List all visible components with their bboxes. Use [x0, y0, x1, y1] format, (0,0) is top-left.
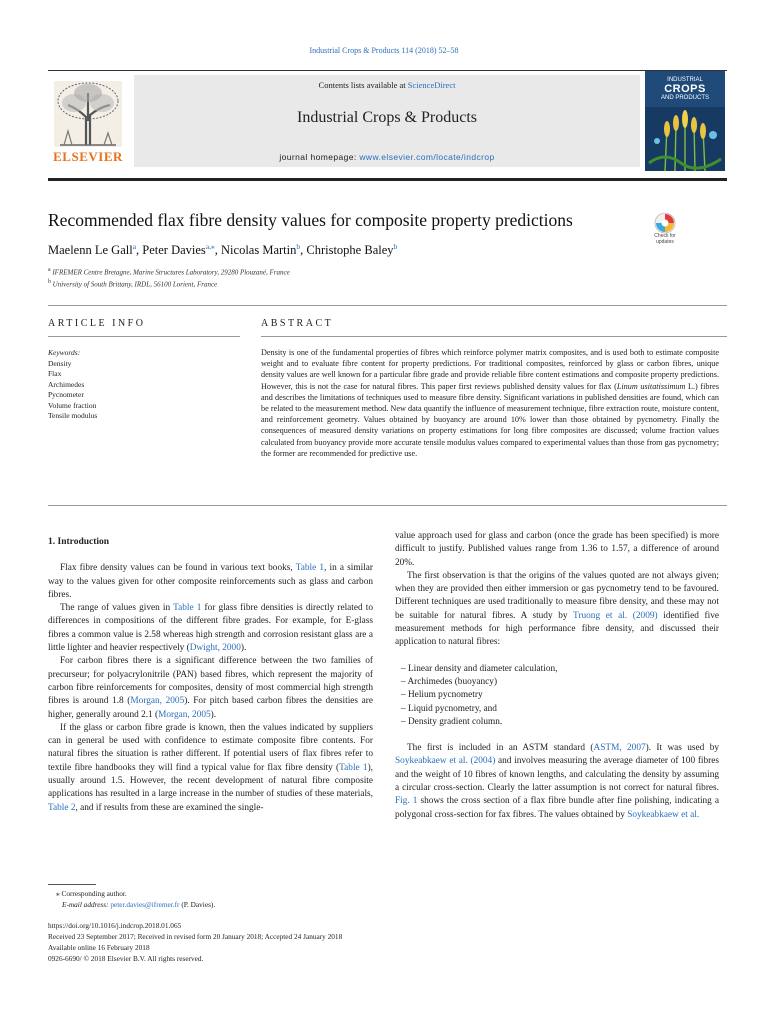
abstract-part-1: Density is one of the fundamental properties of fibres which reinforce polymer matrix composites, and is used both to estimate composite weight and to evaluate fibre content for property predictions. For traditional composites, reinforced by glass or carbon fibres, unique density values are well known for a particular fibre grade and provide reliable fibre content estimations and composite property predictions. However, this is not the case for natural fibres. This paper first reviews published density values for flax (: [261, 348, 719, 391]
author-affiliation-marker[interactable]: b: [393, 242, 398, 251]
author-affiliation-marker[interactable]: a: [132, 242, 137, 251]
author-affiliation-marker[interactable]: a,⁎: [205, 242, 215, 251]
paragraph-text: identified five measurement methods for high performance fibre density, and discussed their application to natural fibres:: [395, 610, 719, 648]
paragraph-text: The first observation is that the origins of the values quoted are not always given; when they are provided then either immersion or gas pycnometry tend to be favoured. Different techniques are used traditionally to measure fibre density, and these may not be suitable for natural fibres. A study by: [395, 570, 719, 621]
paragraph-text: ). For pitch based carbon fibres the densities are higher, generally around 2.1 (: [48, 696, 374, 720]
citation-link[interactable]: Table 1: [173, 603, 202, 614]
list-item: – Density gradient column.: [401, 716, 503, 727]
keyword-item: Flax: [48, 369, 62, 378]
journal-cover-thumbnail[interactable]: [645, 71, 725, 171]
abstract-text: [261, 347, 719, 459]
author-name: Christophe Baley: [306, 243, 394, 258]
citation-link[interactable]: Truong et al. (2009): [573, 610, 658, 621]
paragraph-text: Flax fibre density values can be found in various text books,: [60, 563, 296, 574]
citation-link[interactable]: Table 1: [339, 762, 368, 773]
keyword-item: Density: [48, 358, 72, 368]
citation-link[interactable]: ASTM, 2007: [593, 743, 646, 754]
paragraph-text: for glass fibre densities is directly related to differences in compositions of the different fibre grades. For example, for E-glass fibres a common value is 2.58 whereas high strength and corrosion resistant glass are a little lighter and heavier respectively (: [48, 603, 373, 654]
info-top-rule: [48, 305, 727, 306]
author-name: Nicolas Martin: [221, 243, 297, 258]
journal-masthead: [48, 71, 727, 171]
affiliation-b: [48, 279, 217, 288]
article-info-heading: ARTICLE INFO: [48, 318, 146, 329]
paragraph-text: ). It was used by: [645, 743, 719, 754]
footnote-rule: [48, 884, 96, 885]
right-column: [395, 530, 719, 822]
paragraph-text: The range of values given in: [60, 603, 174, 614]
crossmark-icon: [647, 212, 683, 234]
paragraph-text: , in a similar way to the values given for other composite reinforcements such as glass and carbon fibres.: [48, 563, 373, 600]
author-name: Peter Davies: [142, 243, 206, 258]
author-separator: ,: [136, 243, 143, 258]
intro-paragraph: [48, 722, 373, 815]
paragraph-text: shows the cross section of a flax fibre bundle after fine polishing, indicating a polygonal cross-section for fax fibres. The values obtained by: [395, 796, 719, 820]
intro-paragraph: [395, 742, 719, 822]
email-suffix: (P. Davies).: [179, 900, 216, 909]
corresponding-author-note: ⁎ Corresponding author.: [56, 889, 127, 898]
author-name: Maelenn Le Gall: [48, 243, 133, 258]
intro-paragraph: [48, 655, 373, 721]
publisher-logo-text: ELSEVIER: [53, 149, 123, 164]
keyword-item: Volume fraction: [48, 400, 97, 410]
homepage-link[interactable]: www.elsevier.com/locate/indcrop: [359, 152, 495, 162]
homepage-prefix: journal homepage:: [279, 152, 360, 162]
email-label: E-mail address:: [62, 900, 111, 909]
paragraph-text: , and if results from these are examined the single-: [75, 802, 264, 813]
header-bottom-rule: [48, 178, 727, 181]
affiliation-b-text: University of South Brittany, IRDL, 56100 Lorient, France: [52, 280, 218, 289]
cover-title: [645, 77, 725, 102]
citation-link[interactable]: Morgan, 2005: [158, 709, 211, 720]
email-link[interactable]: peter.davies@ifremer.fr: [110, 900, 180, 909]
intro-paragraph: [48, 602, 373, 655]
cover-line-2: CROPS: [664, 83, 706, 95]
abstract-heading: ABSTRACT: [261, 318, 334, 329]
contents-prefix: Contents lists available at: [318, 80, 408, 90]
left-column: [48, 536, 373, 815]
author-separator: ,: [214, 243, 222, 258]
keywords-block: [48, 348, 97, 422]
author-affiliation-marker[interactable]: b: [296, 242, 301, 251]
masthead-banner: [134, 75, 640, 167]
crossmark-label: Check for updates: [654, 233, 676, 245]
available-online: Available online 16 February 2018: [48, 943, 150, 952]
citation-link[interactable]: Soykeabkaew et al. (2004): [395, 756, 496, 767]
cover-line-1: INDUSTRIAL: [667, 77, 703, 83]
cover-line-3: AND PRODUCTS: [660, 95, 709, 101]
intro-paragraph: [395, 570, 719, 650]
keywords-label: Keywords:: [48, 348, 81, 357]
paragraph-text: and involves measuring the average diameter of 100 fibres and the weight of 10 fibres of known lengths, and calculating the density by assuming a circular cross-section. Clearly the latter assumption is not correct for natural fibres.: [395, 756, 719, 794]
abstract-part-2: L.) fibres and describes the limitations of techniques used to measure fibre density. Significant variations in published densities are found, which can be related to the measurement method. New data quantify the influence of measurement technique, fibre extraction route, moisture content, and reinforcement geometry. Values obtained by buoyancy are around 10% lower than those obtained by pycnometry. Finally the consequences of measured density variations on property estimations for long fibre composites are discussed; volume fraction values calculated from buoyancy provide more accurate tensile modulus values compared to experimental values than those from gas pycnometry; the former are recommended for predictive use.: [261, 381, 720, 458]
paragraph-text: For carbon fibres there is a significant difference between the two families of precurseur; for polyacrylonitrile (PAN) based fibres, which represent the majority of carbon fibre reinforcements for composites, density of most commercial high strength fibres is around 1.8 (: [48, 656, 373, 707]
copyright: 0926-6690/ © 2018 Elsevier B.V. All rights reserved.: [48, 954, 204, 963]
citation-link[interactable]: Fig. 1: [395, 796, 418, 807]
keyword-item: Archimedes: [48, 379, 85, 389]
journal-title: Industrial Crops & Products: [297, 109, 477, 126]
affiliation-a-marker: a: [48, 267, 51, 273]
abstract-bottom-rule: [48, 505, 727, 506]
intro-paragraph: [48, 562, 373, 602]
received-dates: Received 23 September 2017; Received in revised form 20 January 2018; Accepted 24 January 2018: [48, 932, 343, 941]
affiliation-a: [48, 267, 290, 276]
citation-link[interactable]: Dwight, 2000: [189, 643, 241, 654]
author-separator: ,: [300, 243, 307, 258]
intro-paragraph: value approach used for glass and carbon (once the grade has been specified) is more difficult to justify. Published values range from 1.36 to 1.57, a difference of around 20%.: [395, 531, 719, 568]
citation-link[interactable]: Table 1: [295, 563, 325, 574]
cover-plant-illustration: [645, 107, 725, 171]
email-line: [62, 899, 215, 910]
paragraph-text: ).: [210, 709, 217, 720]
crossmark-badge[interactable]: [647, 212, 683, 252]
citation-link[interactable]: Table 2: [48, 802, 76, 813]
paragraph-text: The first is included in an ASTM standard (: [407, 743, 594, 754]
citation-link[interactable]: Morgan, 2005: [130, 696, 185, 707]
sciencedirect-link[interactable]: ScienceDirect: [407, 80, 456, 90]
contents-line: [134, 80, 640, 90]
abstract-species-name: Linum usitatissimum: [616, 381, 686, 391]
article-info-rule: [48, 336, 240, 337]
homepage-line: [134, 152, 640, 162]
keyword-item: Pycnometer: [48, 390, 84, 399]
citation-link[interactable]: Soykeabkaew et al.: [627, 809, 700, 820]
paragraph-text: If the glass or carbon fibre grade is known, then the values indicated by suppliers can in general be used with confidence to estimate composite fibre contents. For natural fibres the situation is rather different. If potential users of flax fibres refer to textile fibre handbooks they will find a typical value for flax fibre density (: [48, 722, 373, 773]
affiliation-b-marker: b: [48, 279, 51, 285]
abstract-rule: [261, 336, 727, 337]
article-title: Recommended flax fibre density values for composite property predictions: [48, 210, 573, 230]
author-list: [48, 242, 397, 258]
paragraph-text: ), usually around 1.5. However, the recent development of natural fibre composite applications has resulted in a large increase in the number of studies of these materials,: [48, 762, 373, 800]
affiliation-a-text: IFREMER Centre Bretagne, Marine Structures Laboratory, 29280 Plouzané, France: [52, 268, 290, 277]
list-item: – Liquid pycnometry, and: [401, 703, 497, 714]
list-item: – Archimedes (buoyancy): [401, 676, 498, 687]
paragraph-text: ).: [240, 643, 247, 654]
list-item: – Linear density and diameter calculation,: [401, 663, 558, 674]
method-list: [395, 663, 719, 729]
journal-reference[interactable]: Industrial Crops & Products 114 (2018) 52–58: [309, 46, 459, 55]
introduction-heading: 1. Introduction: [48, 537, 110, 547]
list-item: – Helium pycnometry: [401, 690, 483, 701]
doi-link[interactable]: https://doi.org/10.1016/j.indcrop.2018.01.065: [48, 921, 182, 930]
keyword-item: Tensile modulus: [48, 411, 98, 420]
